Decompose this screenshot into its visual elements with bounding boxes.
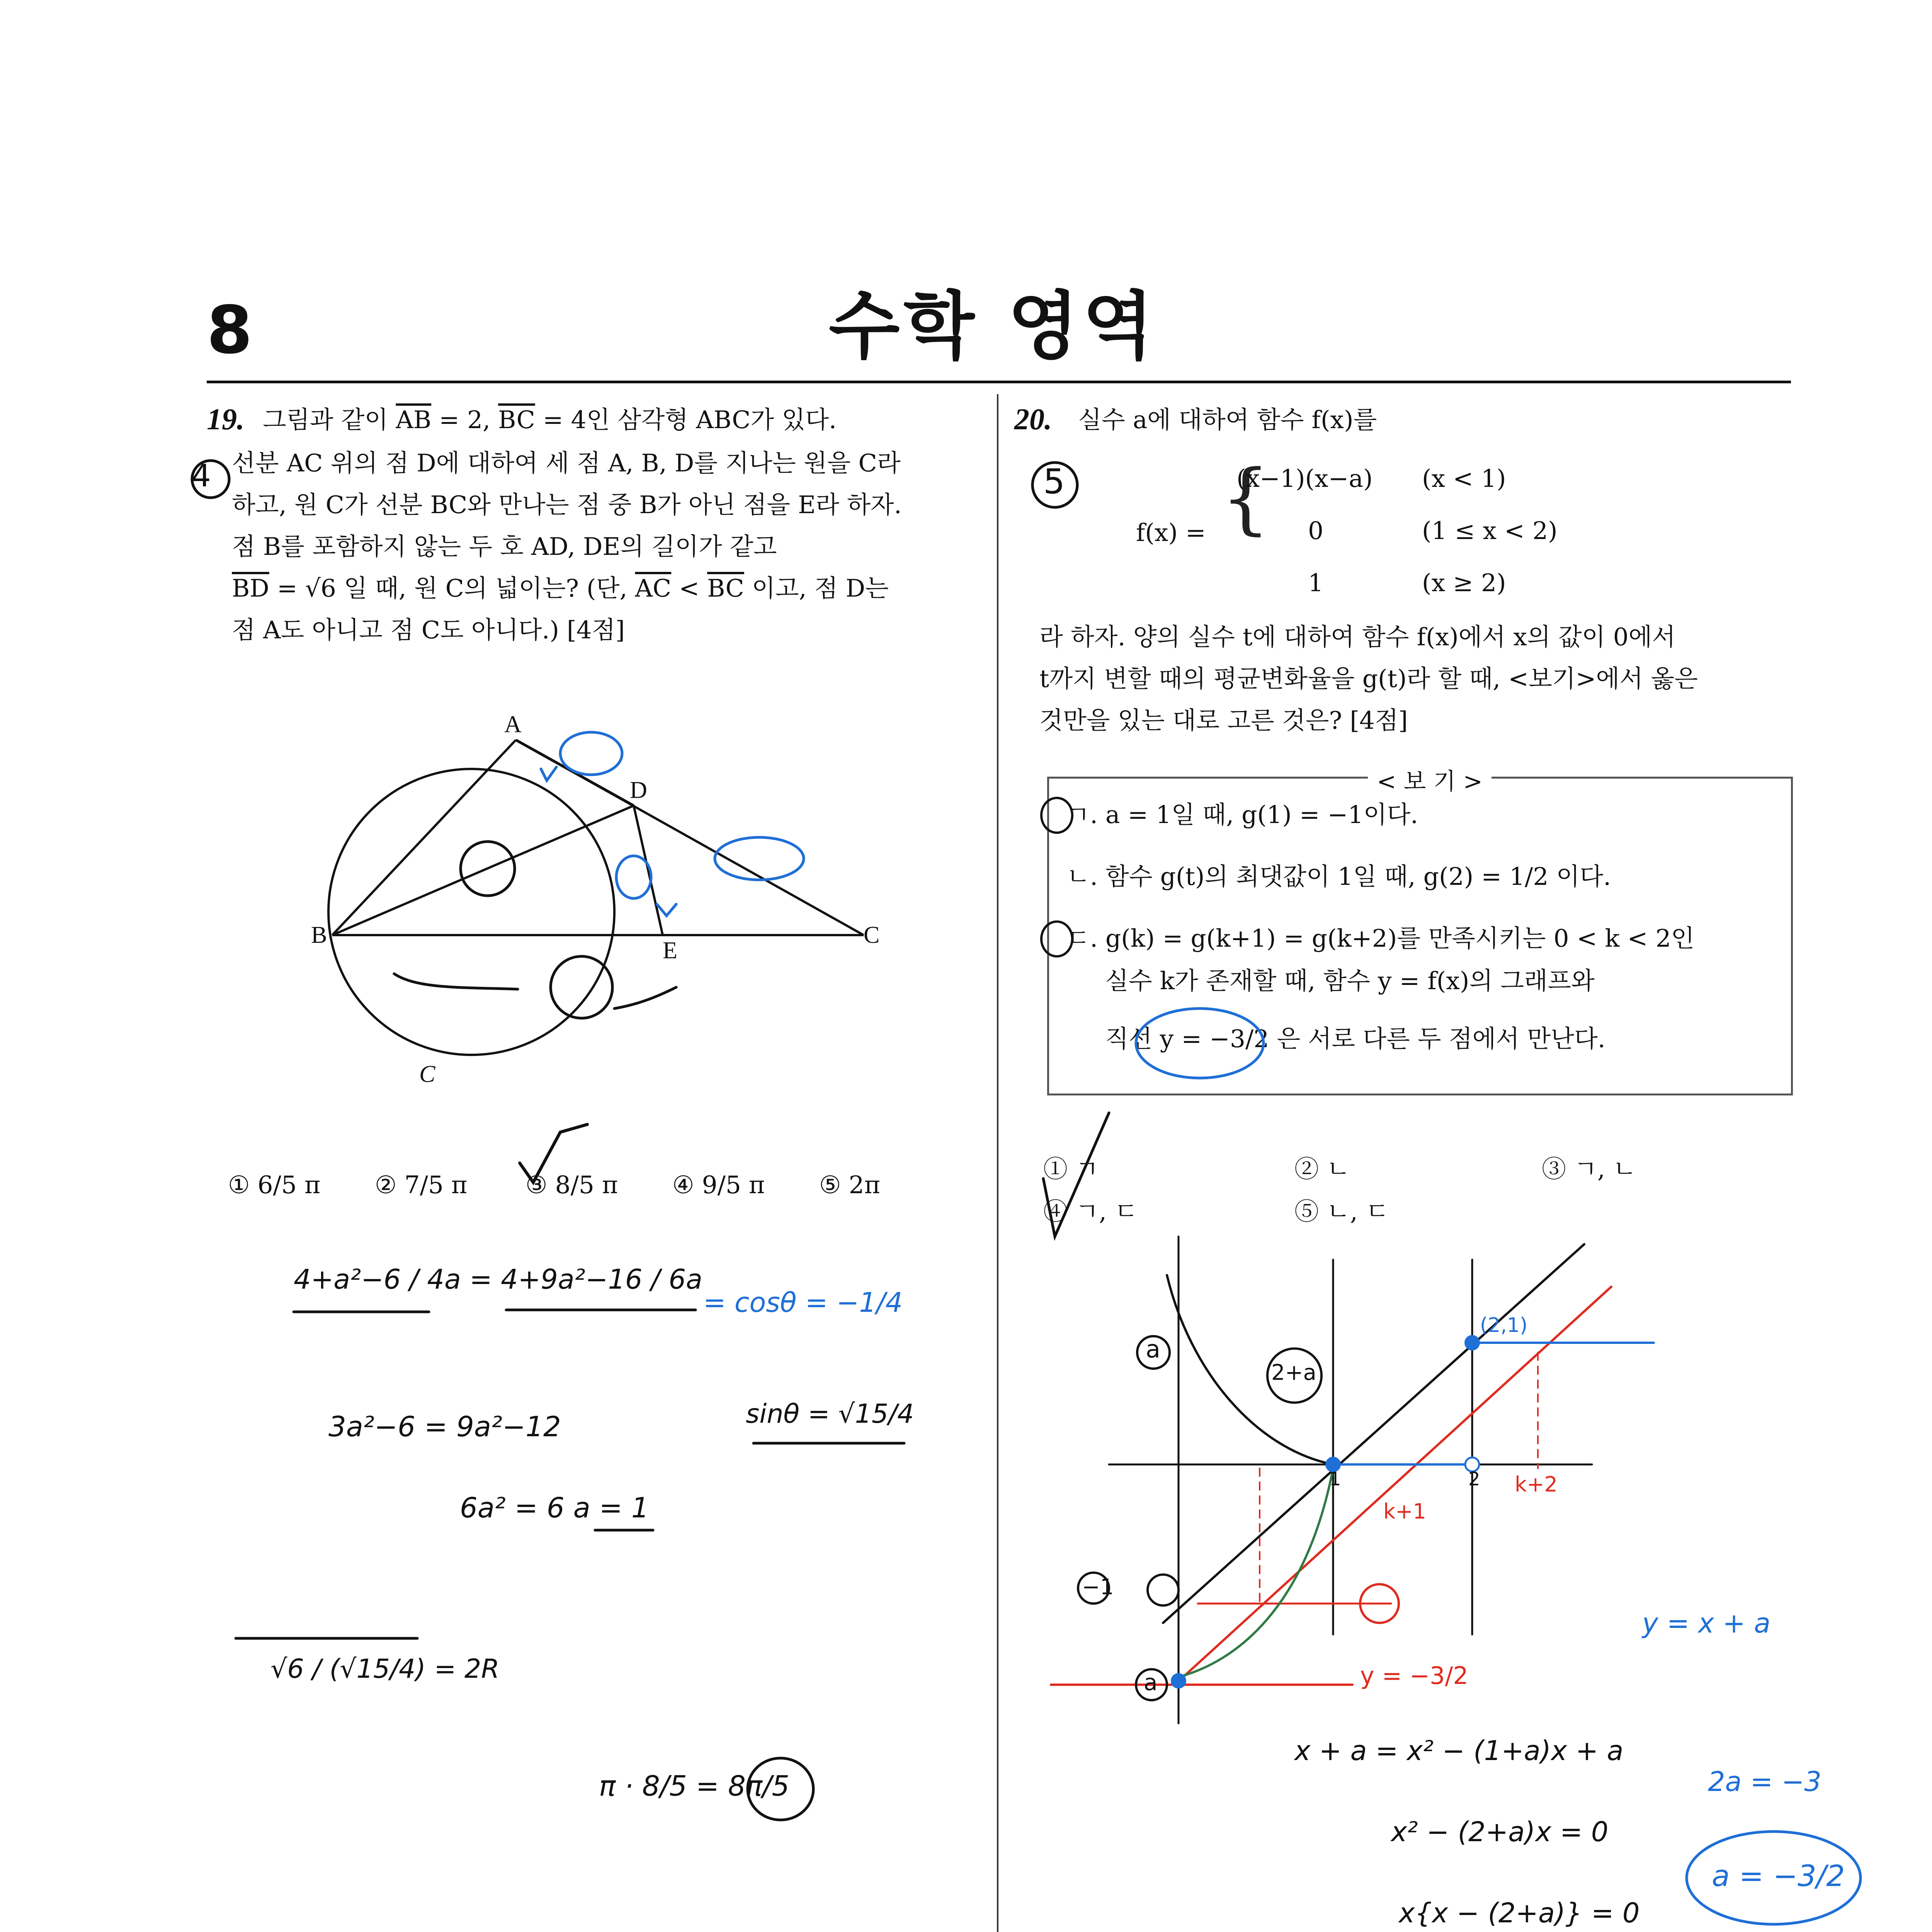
bogi-item-3b: 실수 k가 존재할 때, 함수 y = f(x)의 그래프와	[1105, 967, 1595, 995]
dot-2-1	[1464, 1335, 1480, 1350]
graph-label-2a: 2+a	[1271, 1360, 1316, 1385]
q20-case-1-expr: (x−1)(x−a)	[1236, 464, 1373, 493]
graph-label-1: 1	[1329, 1468, 1341, 1490]
q19-choice-1[interactable]: ① 6/5 π	[228, 1171, 321, 1199]
q19-line-6: 점 A도 아니고 점 C도 아니다.) [4점]	[232, 616, 625, 644]
q20-choice-3[interactable]: ③ ㄱ, ㄴ	[1542, 1155, 1636, 1183]
q20-after-3: 것만을 있는 대로 고른 것은? [4점]	[1039, 706, 1408, 735]
hw-q19-work-6: √6 / (√15/4) = 2R	[270, 1654, 500, 1684]
graph-label-y32: y = −3/2	[1360, 1662, 1468, 1690]
hw-q19-work-1: 4+a²−6 / 4a = 4+9a²−16 / 6a	[294, 1264, 702, 1295]
a1-blue-circle	[560, 732, 622, 775]
page-number: 8	[207, 292, 253, 369]
dot-0-a	[1171, 1673, 1186, 1689]
q19-label-A: A	[504, 711, 522, 738]
alpha-circle	[616, 856, 651, 898]
hw-q20-work-4: x{x − (2+a)} = 0	[1399, 1897, 1640, 1929]
q20-graph	[1032, 463, 1861, 1924]
bogi-item-2: ㄴ. 함수 g(t)의 최댓값이 1일 때, g(2) = 1/2 이다.	[1066, 862, 1611, 891]
q20-number: 20.	[1014, 402, 1052, 436]
hw-q19-work-3: 3a²−6 = 9a²−12	[328, 1410, 561, 1443]
graph-label-a-bottom: a	[1144, 1669, 1158, 1696]
e-angle-mark	[657, 904, 676, 916]
four-circle	[551, 956, 612, 1018]
hw-q20-work-6: 2a = −3	[1708, 1766, 1821, 1798]
segment-BD	[332, 806, 634, 935]
graph-label-2: 2	[1468, 1468, 1480, 1490]
hw-q19-work-5: sinθ = √15/4	[746, 1399, 914, 1429]
four-tail-stroke	[614, 987, 676, 1009]
q20-after-2: t까지 변할 때의 평균변화율을 g(t)라 할 때, <보기>에서 옳은	[1039, 665, 1698, 693]
a-angle-mark	[541, 767, 556, 781]
q20-case-2-expr: 0	[1308, 517, 1324, 545]
q19-handwriting-blue	[541, 732, 804, 916]
graph-label-a-top: a	[1146, 1335, 1160, 1363]
graph-label-21: (2,1)	[1480, 1314, 1528, 1337]
q19-handwriting-black	[192, 461, 904, 1820]
q20-fx-lhs: f(x) =	[1136, 519, 1206, 547]
q19-label-C: C	[864, 922, 880, 948]
graph-label-k2: k+2	[1515, 1472, 1558, 1497]
bc-length-stroke	[394, 974, 518, 989]
q19-line-5: $\overline{BD} = √6$ 일 때, 원 C의 넓이는? (단, $\overline{AC} < \overline{BC}$ 이고, 점 D는	[232, 574, 889, 602]
bogi-3-mark	[1041, 922, 1072, 956]
a-circle-mid	[1148, 1575, 1179, 1605]
q20-case-2-cond: (1 ≤ x < 2)	[1422, 517, 1558, 545]
q20-case-3-cond: (x ≥ 2)	[1422, 569, 1506, 597]
bogi-1-mark	[1041, 798, 1072, 833]
green-curve	[1179, 1468, 1333, 1677]
q19-line-2: 선분 AC 위의 점 D에 대하여 세 점 A, B, D를 지나는 원을 C라	[232, 449, 901, 477]
q20-choice-4[interactable]: ④ ㄱ, ㄷ	[1043, 1197, 1138, 1226]
bogi-item-3: ㄷ. g(k) = g(k+1) = g(k+2)를 만족시키는 0 < k < 2인	[1066, 924, 1695, 952]
hw-q20-work-1: y = x + a	[1642, 1607, 1771, 1639]
circle-C	[328, 769, 614, 1055]
q19-choice-4[interactable]: ④ 9/5 π	[672, 1171, 765, 1199]
bogi-item-3c: 직선 y = −3/2 은 서로 다른 두 점에서 만난다.	[1105, 1025, 1605, 1053]
q19-label-circle: C	[419, 1061, 435, 1087]
hw-q19-answer: 4	[191, 458, 211, 494]
q19-choice-3[interactable]: ③ 8/5 π	[526, 1171, 618, 1199]
hw-q20-work-3: x² − (2+a)x = 0	[1391, 1816, 1609, 1848]
page-title: 수학 영역	[828, 284, 1158, 369]
q19-number: 19.	[207, 402, 245, 436]
q19-label-D: D	[630, 777, 647, 803]
q20-after-1: 라 하자. 양의 실수 t에 대하여 함수 f(x)에서 x의 값이 0에서	[1039, 623, 1676, 651]
line-y-x-plus-a	[1163, 1244, 1584, 1623]
segment-DE	[634, 806, 663, 935]
q19-line-1: 그림과 같이 $\overline{AB} = 2$, $\overline{BC} = 4$인 삼각형 ABC가 있다.	[263, 406, 837, 434]
hw-q19-work-4: 6a² = 6 a = 1	[460, 1492, 649, 1524]
hw-q19-work-7: π · 8/5 = 8π/5	[599, 1770, 790, 1802]
q19-label-B: B	[311, 922, 327, 948]
q19-checkmark	[520, 1124, 587, 1182]
q19-line-4: 점 B를 포함하지 않는 두 호 AD, DE의 길이가 같고	[232, 532, 777, 561]
hw-q20-work-7: a = −3/2	[1712, 1859, 1845, 1893]
q20-choice-1[interactable]: ① ㄱ	[1043, 1155, 1099, 1183]
q19-choice-2[interactable]: ② 7/5 π	[375, 1171, 468, 1199]
bogi-item-1: ㄱ. a = 1일 때, g(1) = −1이다.	[1066, 801, 1418, 829]
hw-q20-work-2: x + a = x² − (1+a)x + a	[1294, 1735, 1624, 1767]
q20-choice-5[interactable]: ⑤ ㄴ, ㄷ	[1294, 1197, 1389, 1226]
q19-label-E: E	[663, 937, 677, 964]
bogi-title: < 보 기 >	[1368, 763, 1492, 796]
segment-AB	[332, 740, 516, 935]
hw-q20-answer: 5	[1043, 462, 1065, 502]
q20-intro: 실수 a에 대하여 함수 f(x)를	[1078, 406, 1377, 434]
q20-brace: {	[1221, 453, 1270, 543]
q19-choice-5[interactable]: ⑤ 2π	[819, 1171, 880, 1199]
graph-label-neg1: −1	[1082, 1575, 1114, 1600]
graph-label-k1: k+1	[1383, 1499, 1426, 1524]
bogi-y-circle	[1136, 1009, 1264, 1078]
hw-q19-work-2: = cosθ = −1/4	[703, 1287, 903, 1318]
q19-line-3: 하고, 원 C가 선분 BC와 만나는 점 중 B가 아닌 점을 E라 하자.	[232, 491, 902, 519]
q20-case-1-cond: (x < 1)	[1422, 464, 1506, 493]
q20-checkmark	[1043, 1113, 1109, 1236]
q19-figure	[328, 740, 864, 1055]
q20-case-3-expr: 1	[1308, 569, 1324, 597]
q20-choice-2[interactable]: ② ㄴ	[1294, 1155, 1350, 1183]
